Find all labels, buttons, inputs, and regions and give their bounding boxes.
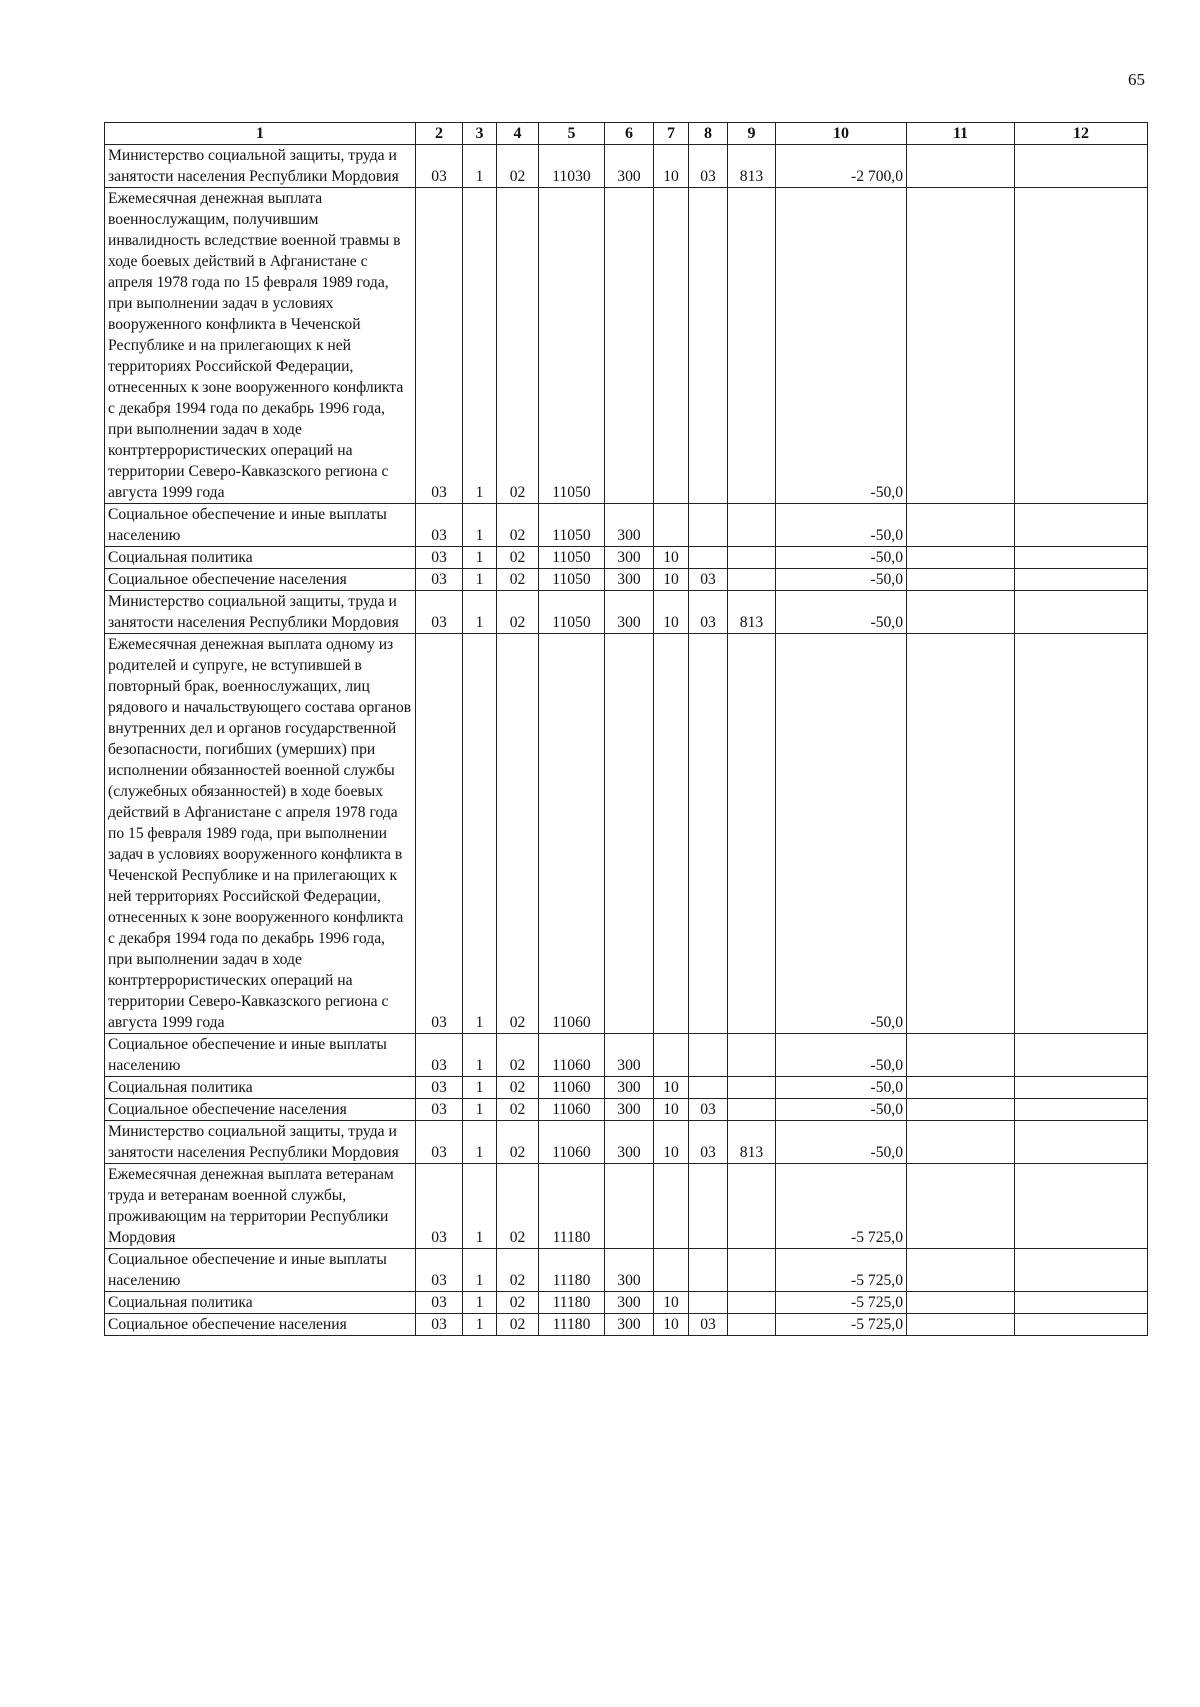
row-code-cell [605, 188, 654, 504]
row-code-cell: 300 [605, 504, 654, 547]
row-code-cell: 10 [654, 1121, 689, 1164]
row-code-cell: 813 [728, 591, 776, 634]
row-code-cell [728, 634, 776, 1034]
row-code-cell: 300 [605, 569, 654, 591]
row-code-cell [654, 188, 689, 504]
row-code-cell: 02 [497, 634, 539, 1034]
row-description: Социальное обеспечение населения [105, 1314, 416, 1336]
column-header: 2 [416, 123, 463, 145]
row-code-cell [1015, 1249, 1148, 1292]
row-code-cell [728, 1314, 776, 1336]
row-description: Ежемесячная денежная выплата ветеранам труда и ветеранам военной службы, проживающим на территории Республики Мордовия [105, 1164, 416, 1249]
row-code-cell: 813 [728, 1121, 776, 1164]
row-code-cell: 10 [654, 569, 689, 591]
row-code-cell: 1 [463, 1099, 497, 1121]
row-code-cell [689, 1034, 728, 1077]
column-header: 7 [654, 123, 689, 145]
row-amount: -5 725,0 [776, 1164, 907, 1249]
row-code-cell [907, 1077, 1015, 1099]
row-code-cell: 300 [605, 547, 654, 569]
row-code-cell [654, 634, 689, 1034]
row-code-cell [689, 504, 728, 547]
column-header: 10 [776, 123, 907, 145]
row-description: Социальное обеспечение и иные выплаты населению [105, 1034, 416, 1077]
row-code-cell: 11180 [539, 1292, 605, 1314]
table-row [105, 504, 1148, 547]
row-code-cell: 03 [416, 1034, 463, 1077]
row-code-cell [1015, 1099, 1148, 1121]
row-code-cell: 03 [416, 1249, 463, 1292]
row-code-cell [689, 188, 728, 504]
row-code-cell [654, 504, 689, 547]
table-row [105, 1099, 1148, 1121]
row-code-cell: 10 [654, 547, 689, 569]
row-code-cell: 1 [463, 504, 497, 547]
row-code-cell [907, 1164, 1015, 1249]
row-code-cell: 03 [689, 145, 728, 188]
column-header: 11 [907, 123, 1015, 145]
row-code-cell [654, 1034, 689, 1077]
table-row [105, 1034, 1148, 1077]
row-code-cell [907, 1292, 1015, 1314]
row-code-cell: 02 [497, 188, 539, 504]
row-description: Ежемесячная денежная выплата военнослужащим, получившим инвалидность вследствие военной травмы в ходе боевых действий в Афганистане с апреля 1978 года по 15 февраля 1989 года, при выполнении задач в условиях вооруженного конфликта в Чеченской Республике и на прилегающих к ней территориях Российской Федерации, отнесенных к зоне вооруженного конфликта с декабря 1994 года по декабрь 1996 года, при выполнении задач в ходе контртеррористических операций на территории Северо-Кавказского региона с августа 1999 года [105, 188, 416, 504]
row-code-cell [728, 1164, 776, 1249]
row-code-cell: 11050 [539, 504, 605, 547]
row-code-cell [728, 1077, 776, 1099]
row-code-cell: 03 [416, 1077, 463, 1099]
row-code-cell: 03 [416, 1314, 463, 1336]
row-code-cell [907, 188, 1015, 504]
row-amount: -50,0 [776, 1121, 907, 1164]
row-code-cell: 1 [463, 1034, 497, 1077]
row-code-cell: 1 [463, 188, 497, 504]
row-code-cell: 1 [463, 569, 497, 591]
row-code-cell: 03 [689, 1314, 728, 1336]
row-code-cell: 10 [654, 1077, 689, 1099]
row-code-cell [1015, 569, 1148, 591]
row-code-cell [728, 1034, 776, 1077]
column-header: 8 [689, 123, 728, 145]
row-description: Социальное обеспечение и иные выплаты населению [105, 504, 416, 547]
row-code-cell: 03 [689, 1099, 728, 1121]
row-code-cell: 11050 [539, 591, 605, 634]
column-header: 6 [605, 123, 654, 145]
row-code-cell: 10 [654, 145, 689, 188]
row-amount: -50,0 [776, 1077, 907, 1099]
row-code-cell: 11060 [539, 1034, 605, 1077]
row-code-cell [689, 634, 728, 1034]
row-description: Социальная политика [105, 1292, 416, 1314]
row-code-cell [907, 1099, 1015, 1121]
table-row [105, 569, 1148, 591]
row-description: Министерство социальной защиты, труда и занятости населения Республики Мордовия [105, 145, 416, 188]
row-code-cell: 1 [463, 1292, 497, 1314]
row-code-cell: 1 [463, 1249, 497, 1292]
row-code-cell [689, 1077, 728, 1099]
row-code-cell: 1 [463, 1121, 497, 1164]
row-description: Социальное обеспечение населения [105, 1099, 416, 1121]
row-code-cell: 03 [416, 591, 463, 634]
row-code-cell [907, 569, 1015, 591]
row-amount: -50,0 [776, 504, 907, 547]
row-code-cell: 1 [463, 547, 497, 569]
row-code-cell [1015, 504, 1148, 547]
table-row [105, 1077, 1148, 1099]
row-amount: -50,0 [776, 188, 907, 504]
table-row [105, 188, 1148, 504]
column-header: 1 [105, 123, 416, 145]
row-amount: -50,0 [776, 591, 907, 634]
row-code-cell: 03 [416, 1099, 463, 1121]
row-code-cell: 02 [497, 1249, 539, 1292]
row-code-cell: 10 [654, 1314, 689, 1336]
table-row [105, 1292, 1148, 1314]
row-code-cell: 03 [416, 569, 463, 591]
row-code-cell: 300 [605, 591, 654, 634]
row-code-cell [1015, 1314, 1148, 1336]
row-code-cell: 11050 [539, 569, 605, 591]
row-code-cell: 300 [605, 1292, 654, 1314]
row-code-cell [1015, 1077, 1148, 1099]
row-code-cell [605, 634, 654, 1034]
row-code-cell: 300 [605, 1314, 654, 1336]
row-code-cell [907, 145, 1015, 188]
row-code-cell: 1 [463, 1164, 497, 1249]
row-code-cell: 1 [463, 145, 497, 188]
row-amount: -50,0 [776, 569, 907, 591]
column-header: 3 [463, 123, 497, 145]
row-code-cell: 02 [497, 591, 539, 634]
row-description: Ежемесячная денежная выплата одному из родителей и супруге, не вступившей в повторный брак, военнослужащих, лиц рядового и начальствующего состава органов внутренних дел и органов государственной безопасности, погибших (умерших) при исполнении обязанностей военной службы (служебных обязанностей) в ходе боевых действий в Афганистане с апреля 1978 года по 15 февраля 1989 года, при выполнении задач в условиях вооруженного конфликта в Чеченской Республике и на прилегающих к ней территориях Российской Федерации, отнесенных к зоне вооруженного конфликта с декабря 1994 года по декабрь 1996 года, при выполнении задач в ходе контртеррористических операций на территории Северо-Кавказского региона с августа 1999 года [105, 634, 416, 1034]
row-code-cell: 11180 [539, 1314, 605, 1336]
row-code-cell: 03 [689, 591, 728, 634]
column-header: 4 [497, 123, 539, 145]
row-code-cell [907, 1034, 1015, 1077]
row-code-cell: 10 [654, 1099, 689, 1121]
row-code-cell: 1 [463, 1077, 497, 1099]
row-code-cell [689, 1164, 728, 1249]
table-header-row [105, 123, 1148, 145]
row-description: Социальное обеспечение населения [105, 569, 416, 591]
table-row [105, 591, 1148, 634]
row-code-cell [689, 1249, 728, 1292]
row-code-cell: 11060 [539, 1121, 605, 1164]
row-code-cell: 02 [497, 145, 539, 188]
row-code-cell [907, 1121, 1015, 1164]
row-code-cell: 03 [416, 188, 463, 504]
row-code-cell: 10 [654, 591, 689, 634]
row-code-cell: 300 [605, 1034, 654, 1077]
row-code-cell [728, 1292, 776, 1314]
row-code-cell: 03 [416, 1292, 463, 1314]
row-code-cell [728, 547, 776, 569]
row-code-cell: 11050 [539, 547, 605, 569]
row-code-cell: 03 [689, 569, 728, 591]
column-header: 12 [1015, 123, 1148, 145]
row-code-cell [654, 1249, 689, 1292]
table-row [105, 547, 1148, 569]
row-code-cell: 1 [463, 1314, 497, 1336]
row-code-cell: 813 [728, 145, 776, 188]
row-code-cell [1015, 634, 1148, 1034]
row-amount: -50,0 [776, 634, 907, 1034]
row-description: Социальная политика [105, 547, 416, 569]
row-description: Социальная политика [105, 1077, 416, 1099]
row-code-cell: 03 [416, 634, 463, 1034]
row-code-cell: 03 [689, 1121, 728, 1164]
table-row [105, 1249, 1148, 1292]
row-code-cell: 02 [497, 1121, 539, 1164]
row-code-cell: 11180 [539, 1164, 605, 1249]
row-amount: -5 725,0 [776, 1292, 907, 1314]
row-code-cell [907, 547, 1015, 569]
row-code-cell [907, 1314, 1015, 1336]
row-description: Социальное обеспечение и иные выплаты населению [105, 1249, 416, 1292]
row-code-cell [1015, 1292, 1148, 1314]
row-code-cell: 11060 [539, 1077, 605, 1099]
row-code-cell [1015, 145, 1148, 188]
row-code-cell: 03 [416, 145, 463, 188]
row-code-cell: 11060 [539, 1099, 605, 1121]
row-code-cell [654, 1164, 689, 1249]
table-row [105, 145, 1148, 188]
row-code-cell: 02 [497, 1292, 539, 1314]
row-code-cell [1015, 1034, 1148, 1077]
table-row [105, 1314, 1148, 1336]
row-code-cell: 300 [605, 1077, 654, 1099]
row-code-cell [689, 1292, 728, 1314]
table-row [105, 634, 1148, 1034]
row-code-cell [728, 188, 776, 504]
row-amount: -50,0 [776, 1099, 907, 1121]
row-code-cell: 02 [497, 547, 539, 569]
row-code-cell: 11050 [539, 188, 605, 504]
row-code-cell [728, 569, 776, 591]
row-code-cell [1015, 1121, 1148, 1164]
row-amount: -5 725,0 [776, 1314, 907, 1336]
row-code-cell [1015, 188, 1148, 504]
row-code-cell [728, 1099, 776, 1121]
row-code-cell: 02 [497, 1077, 539, 1099]
row-code-cell [907, 504, 1015, 547]
row-code-cell: 11060 [539, 634, 605, 1034]
row-code-cell [907, 634, 1015, 1034]
row-code-cell: 02 [497, 1034, 539, 1077]
column-header: 9 [728, 123, 776, 145]
row-description: Министерство социальной защиты, труда и занятости населения Республики Мордовия [105, 1121, 416, 1164]
row-code-cell [1015, 547, 1148, 569]
row-code-cell: 300 [605, 1121, 654, 1164]
row-code-cell: 03 [416, 1164, 463, 1249]
row-code-cell: 1 [463, 634, 497, 1034]
budget-table [104, 122, 1148, 1336]
row-code-cell: 02 [497, 569, 539, 591]
row-code-cell: 02 [497, 1099, 539, 1121]
row-code-cell [728, 1249, 776, 1292]
row-description: Министерство социальной защиты, труда и занятости населения Республики Мордовия [105, 591, 416, 634]
row-code-cell: 1 [463, 591, 497, 634]
table-row [105, 1121, 1148, 1164]
row-amount: -5 725,0 [776, 1249, 907, 1292]
row-code-cell: 02 [497, 504, 539, 547]
row-amount: -50,0 [776, 1034, 907, 1077]
row-code-cell [605, 1164, 654, 1249]
row-code-cell: 10 [654, 1292, 689, 1314]
row-code-cell [728, 504, 776, 547]
row-code-cell: 02 [497, 1164, 539, 1249]
row-code-cell: 11030 [539, 145, 605, 188]
column-header: 5 [539, 123, 605, 145]
row-amount: -2 700,0 [776, 145, 907, 188]
row-code-cell [689, 547, 728, 569]
row-code-cell [907, 1249, 1015, 1292]
row-code-cell: 03 [416, 504, 463, 547]
row-code-cell [907, 591, 1015, 634]
row-code-cell: 11180 [539, 1249, 605, 1292]
row-code-cell: 03 [416, 1121, 463, 1164]
row-amount: -50,0 [776, 547, 907, 569]
row-code-cell: 02 [497, 1314, 539, 1336]
page-number: 65 [1128, 70, 1145, 89]
row-code-cell [1015, 591, 1148, 634]
row-code-cell [1015, 1164, 1148, 1249]
row-code-cell: 300 [605, 1099, 654, 1121]
row-code-cell: 300 [605, 1249, 654, 1292]
row-code-cell: 03 [416, 547, 463, 569]
table-row [105, 1164, 1148, 1249]
row-code-cell: 300 [605, 145, 654, 188]
